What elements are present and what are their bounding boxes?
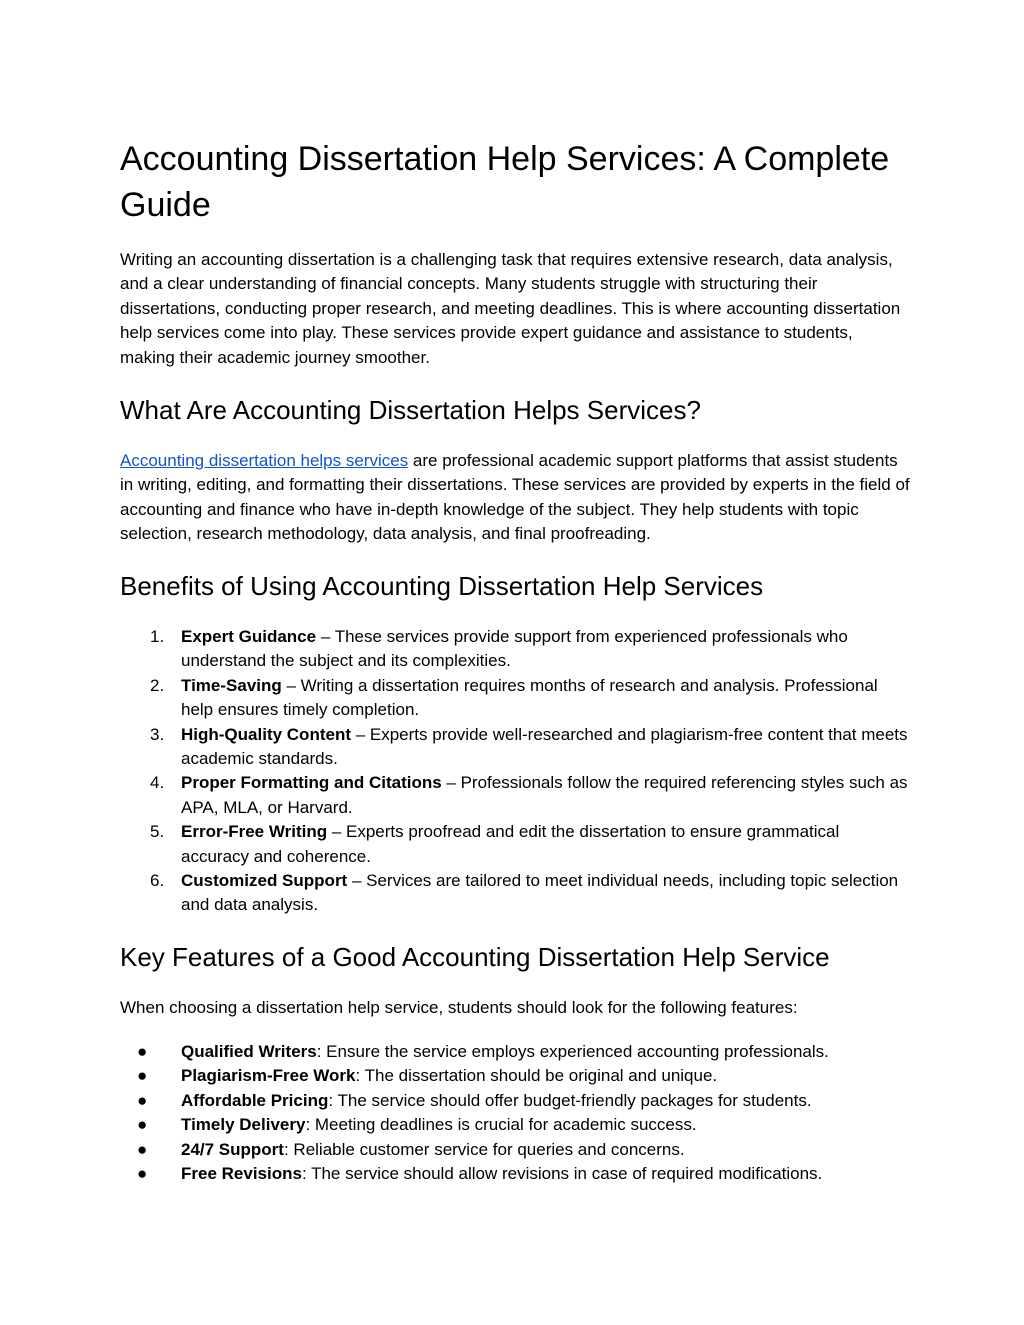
list-item-term: Error-Free Writing — [181, 822, 328, 842]
list-item-text: : The service should offer budget-friendly packages for students. — [328, 1090, 812, 1110]
services-link[interactable]: Accounting dissertation helps services — [120, 451, 409, 470]
list-item-text: – Professionals follow the required referencing styles such as APA, MLA, or Harvard. — [181, 773, 908, 817]
bullet-icon: ● — [137, 1090, 148, 1110]
list-number: 1. — [150, 627, 165, 646]
list-item — [120, 1138, 910, 1162]
list-item — [120, 1089, 910, 1113]
section-heading-benefits: Benefits of Using Accounting Dissertation Help Services — [120, 571, 764, 601]
list-item-text: – Services are tailored to meet individual needs, including topic selection and data analysis. — [181, 871, 899, 915]
list-number: 3. — [150, 724, 165, 744]
list-item-text: : The dissertation should be original and unique. — [355, 1066, 718, 1086]
list-item-term: Proper Formatting and Citations — [181, 773, 442, 793]
section-heading-key-features: Key Features of a Good Accounting Dissertation Help Service — [120, 942, 830, 972]
list-item — [120, 820, 910, 869]
benefits-list — [120, 625, 910, 918]
list-item — [120, 1040, 910, 1064]
list-number: 4. — [150, 773, 165, 793]
bullet-icon: ● — [137, 1164, 148, 1184]
page-title: Accounting Dissertation Help Services: A Complete Guide — [120, 140, 890, 224]
list-item-text: : Ensure the service employs experienced accounting professionals. — [316, 1042, 829, 1061]
section-what-are-paragraph — [120, 449, 910, 547]
list-item-term: 24/7 Support — [181, 1139, 284, 1159]
list-item — [120, 1064, 910, 1088]
key-features-intro: When choosing a dissertation help service, students should look for the following features: — [120, 998, 798, 1017]
list-item-text: – Writing a dissertation requires months of research and analysis. Professional help ensures timely completion. — [181, 675, 878, 720]
intro-paragraph: Writing an accounting dissertation is a challenging task that requires extensive research, data analysis, and a clear understanding of financial concepts. Many students struggle with structuring their dissertations, conducting proper research, and meeting deadlines. This is where accounting dissertation help services come into play. These services provide expert guidance and assistance to students, making their academic journey smoother. — [120, 250, 901, 367]
list-item — [120, 869, 910, 918]
list-item-text: – These services provide support from experienced professionals who understand the subject and its complexities. — [181, 627, 848, 671]
list-item-term: Free Revisions — [181, 1164, 302, 1184]
bullet-icon: ● — [137, 1042, 148, 1061]
list-item-term: High-Quality Content — [181, 724, 351, 744]
list-item-term: Customized Support — [181, 871, 348, 891]
list-item-term: Expert Guidance — [181, 627, 317, 646]
list-item — [120, 625, 910, 674]
list-item-term: Plagiarism-Free Work — [181, 1066, 356, 1086]
list-item-text: – Experts provide well-researched and plagiarism-free content that meets academic standards. — [181, 724, 908, 769]
list-item-term: Timely Delivery — [181, 1115, 306, 1135]
list-item-term: Affordable Pricing — [181, 1090, 329, 1110]
list-item — [120, 674, 910, 723]
list-item — [120, 723, 910, 772]
list-item-term: Time-Saving — [181, 675, 282, 695]
bullet-icon: ● — [137, 1115, 148, 1135]
list-item-text: : Reliable customer service for queries and concerns. — [283, 1139, 685, 1159]
list-number: 2. — [150, 675, 165, 695]
list-number: 6. — [150, 871, 165, 891]
features-list — [120, 1040, 910, 1186]
section-what-are-body: are professional academic support platforms that assist students in writing, editing, and formatting their dissertations. These services are provided by experts in the field of accounting and finance who have in-depth knowledge of the subject. They help students with topic selection, research methodology, data analysis, and final proofreading. — [120, 451, 910, 544]
list-item-text: : The service should allow revisions in case of required modifications. — [301, 1164, 823, 1184]
list-item — [120, 1162, 910, 1186]
list-item-term: Qualified Writers — [181, 1042, 317, 1061]
list-number: 5. — [150, 822, 165, 842]
list-item-text: – Experts proofread and edit the dissertation to ensure grammatical accuracy and coherence. — [181, 822, 840, 866]
list-item — [120, 1113, 910, 1137]
list-item-text: : Meeting deadlines is crucial for academic success. — [305, 1115, 697, 1135]
list-item — [120, 771, 910, 820]
bullet-icon: ● — [137, 1139, 148, 1159]
bullet-icon: ● — [137, 1066, 148, 1086]
section-heading-what-are: What Are Accounting Dissertation Helps Services? — [120, 395, 701, 425]
